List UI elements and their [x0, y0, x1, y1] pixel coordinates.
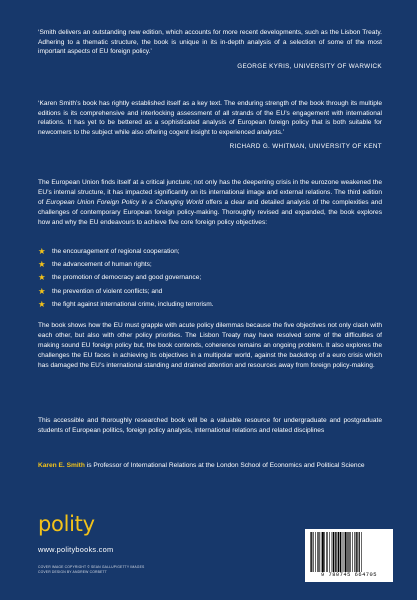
blurb-paragraph-1 [38, 178, 382, 228]
barcode-bars-icon [308, 532, 390, 572]
objective-text: the promotion of democracy and good governance; [52, 274, 202, 282]
author-bio-text: is Professor of International Relations at the London School of Economics and Political Science [84, 462, 365, 469]
objective-text: the advancement of human rights; [52, 261, 152, 269]
list-item [38, 247, 382, 260]
star-icon: ★ [38, 285, 46, 296]
star-icon: ★ [38, 272, 46, 283]
image-credit: COVER IMAGE COPYRIGHT © SEAN GALLUP/GETTY IMAGES [38, 565, 145, 569]
endorsement-author: RICHARD G. WHITMAN, UNIVERSITY OF KENT [229, 143, 382, 151]
objective-text: the prevention of violent conflicts; and [52, 287, 163, 295]
author-name: Karen E. Smith [38, 462, 85, 469]
list-item [38, 260, 382, 273]
star-icon: ★ [38, 259, 46, 270]
list-item [38, 300, 382, 313]
endorsement-quote: ‘Karen Smith’s book has rightly established itself as a key text. The enduring strength of the book through its multiple editions is its comprehensive and interlocking assessment of all strands of the EU’s engagement with international relations. It has yet to be bettered as a sophisticated analysis of European foreign policy that is both suitable for newcomers to the subject while also offering cogent insight to experienced analysts.’ [38, 100, 382, 136]
star-icon: ★ [38, 246, 46, 256]
author-bio [38, 461, 382, 471]
objective-text: the encouragement of regional cooperation; [52, 248, 180, 255]
endorsement-2 [38, 99, 382, 152]
list-item [38, 273, 382, 286]
publisher-logo: polity [38, 512, 95, 536]
objective-text: the fight against international crime, including terrorism. [52, 300, 214, 308]
endorsement-1 [38, 28, 382, 71]
list-item [38, 287, 382, 300]
blurb-paragraph-3: This accessible and thoroughly researched book will be a valuable resource for undergraduate and postgraduate students of European politics, foreign policy analysis, international relations and related disciplines [38, 417, 382, 434]
blurb-text: The European Union finds itself at a critical juncture; not only has the deepening crisis in the eurozone weakened the EU’s internal structure, it has impacted significantly on its international image and external relations. The third edition of [38, 179, 382, 206]
star-icon: ★ [38, 298, 46, 309]
endorsement-author: GEORGE KYRIS, UNIVERSITY OF WARWICK [237, 62, 382, 70]
endorsement-quote: ‘Smith delivers an outstanding new edition, which accounts for more recent developments, such as the Lisbon Treaty. Adhering to a thematic structure, the book is unique in its in-depth analysis of a selection of some of the most important aspects of EU foreign policy.’ [38, 29, 382, 56]
design-credit: COVER DESIGN BY ANDREW CORBETT [38, 570, 107, 574]
publisher-website: www.politybooks.com [38, 545, 114, 554]
isbn-barcode [305, 529, 393, 582]
blurb-paragraph-2: The book shows how the EU must grapple with acute policy dilemmas because the five objectives not only clash with each other, but also with other policy priorities. The Lisbon Treaty may have resolved some of the difficulties of making sound EU foreign policy but, the book contends, coherence remains an ongoing problem. It also explores the challenges the EU faces in achieving its objectives in a multipolar world, against the backdrop of a euro crisis which has damaged the EU’s international standing and drained attention and resources away from foreign policy-making. [38, 322, 382, 369]
objectives-list [38, 247, 382, 313]
barcode-number: 9 780745 664705 [320, 572, 378, 578]
blurb-text: offers a clear and detailed analysis of the complexities and challenges of contemporary European foreign policy-making. Thoroughly revised and expanded, the book explores how and why the EU endeavours to achieve five core foreign policy objectives: [38, 198, 382, 226]
book-title: European Union Foreign Policy in a Changing World [45, 198, 204, 206]
cover-credits [38, 565, 144, 575]
